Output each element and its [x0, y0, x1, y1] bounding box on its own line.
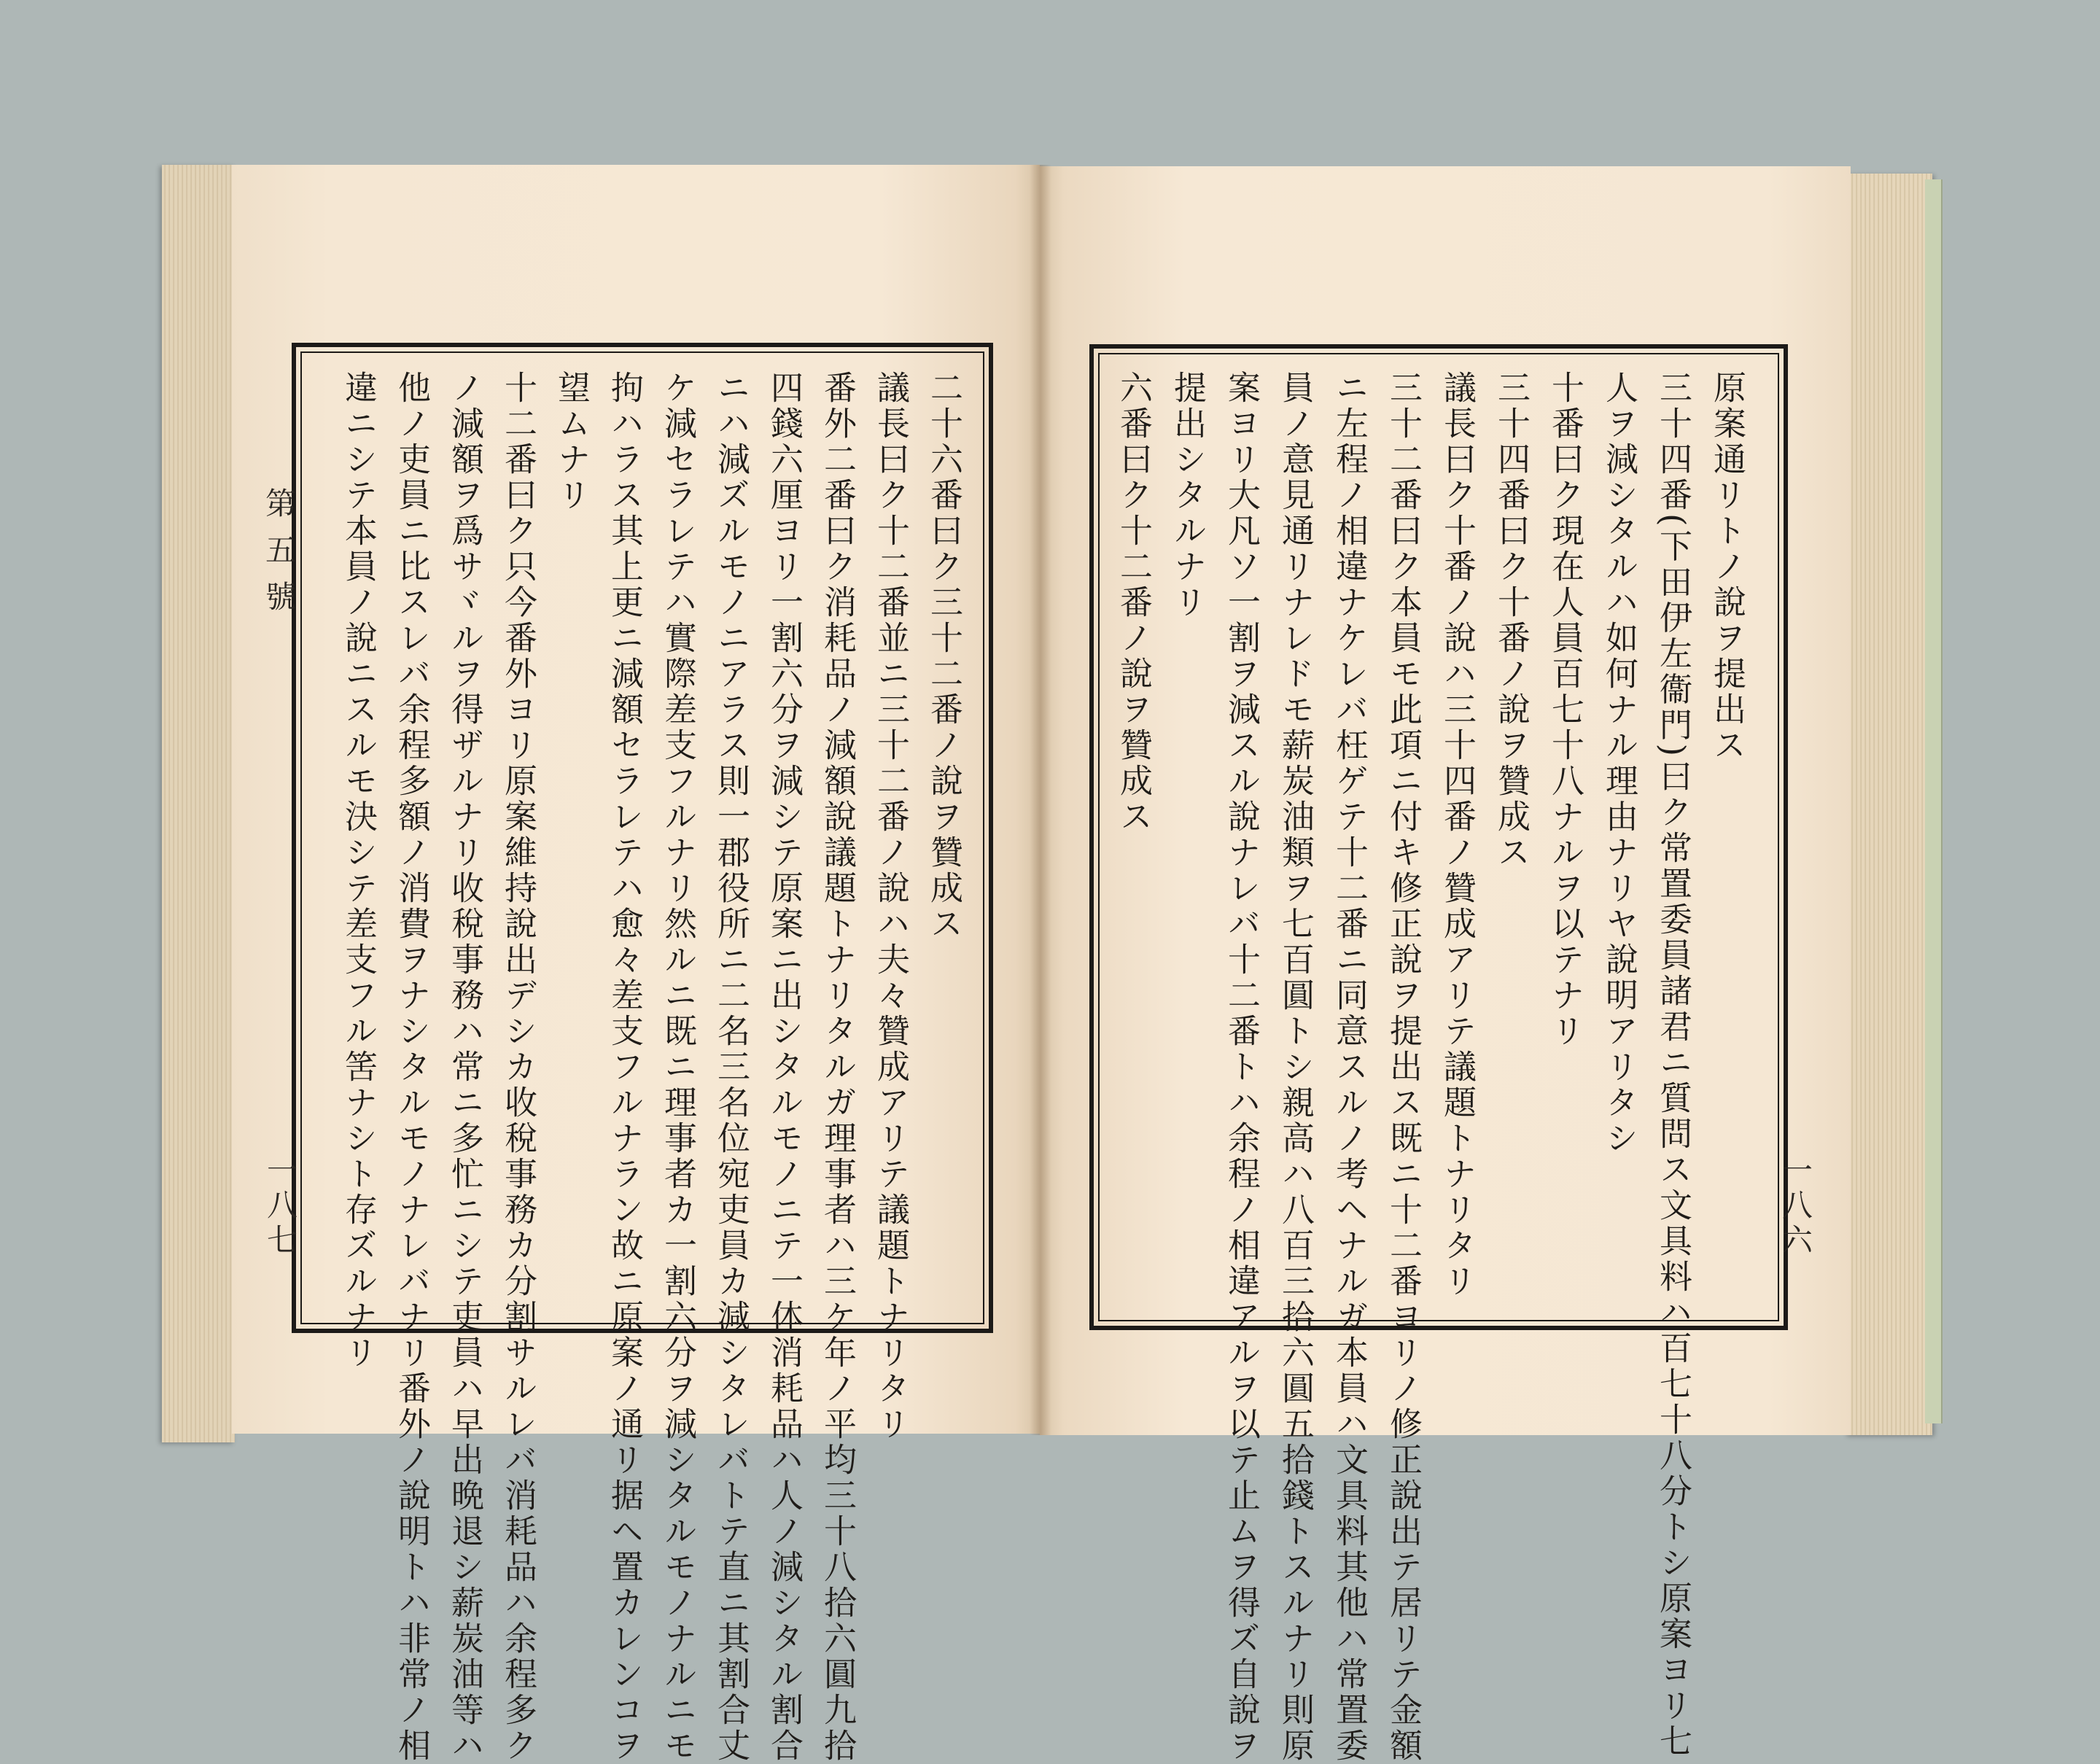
right-page-edges [1845, 174, 1932, 1435]
text-column: 違ニシテ本員ノ說ニスルモ決シテ差支フル筈ナシト存ズルナリ [339, 370, 378, 1371]
text-column: 員ノ意見通リナレドモ薪炭油類ヲ七百圓トシ親高ハ八百三拾六圓五拾錢トスルナリ則原 [1276, 370, 1315, 1764]
text-column: 番外二番曰ク消耗品ノ減額說議題トナリタルガ理事者ハ三ケ年ノ平均三十八拾六圓九拾 [818, 370, 857, 1764]
text-column: 拘ハラス其上更ニ減額セラレテハ愈々差支フルナラン故ニ原案ノ通リ据ヘ置カレンコヲ [605, 370, 644, 1764]
text-column: 三十四番曰ク十番ノ說ヲ贊成ス [1492, 370, 1531, 871]
text-column: ニ左程ノ相違ナケレバ枉ゲテ十二番ニ同意スルノ考ヘナルガ本員ハ文具料其他ハ常置委 [1330, 370, 1369, 1764]
text-column: 提出シタルナリ [1168, 370, 1207, 621]
text-column: 案ヨリ大凡ソ一割ヲ減スル說ナレバ十二番トハ余程ノ相違アルヲ以テ止ムヲ得ズ自說ヲ [1222, 370, 1261, 1764]
text-column: ノ減額ヲ爲サヾルヲ得ザルナリ收稅事務ハ常ニ多忙ニシテ吏員ハ早出晩退シ薪炭油等ハ [446, 370, 484, 1764]
text-column: 人ヲ減シタルハ如何ナル理由ナリヤ說明アリタシ [1600, 370, 1638, 1157]
text-column: 議長曰ク十番ノ說ハ三十四番ノ贊成アリテ議題トナリタリ [1438, 370, 1477, 1299]
text-column: 議長曰ク十二番並ニ三十二番ノ說ハ夫々贊成アリテ議題トナリタリ [871, 370, 910, 1442]
text-column: 十番曰ク現在人員百七十八ナルヲ以テナリ [1546, 370, 1584, 1049]
text-column: 二十六番曰ク三十二番ノ說ヲ贊成ス [925, 370, 963, 942]
text-column: 六番曰ク十二番ノ說ヲ贊成ス [1114, 370, 1153, 835]
right-page-number: 一八六 [1778, 1154, 1813, 1259]
left-page-edges [162, 165, 235, 1442]
text-column: ニハ減ズルモノニアラス則一郡役所ニ二名三名位宛吏員カ減シタレバトテ直ニ其割合丈 [712, 370, 750, 1764]
text-column: 原案通リトノ說ヲ提出ス [1708, 370, 1746, 764]
text-column: ケ減セラレテハ實際差支フルナリ然ルニ既ニ理事者カ一割六分ヲ減シタルモノナルニモ [658, 370, 697, 1764]
text-column: 望ムナリ [552, 370, 591, 513]
book-gutter [1030, 165, 1051, 1435]
left-page-number: 一八七 [262, 1154, 298, 1259]
text-column: 三十四番(下田伊左衞門)曰ク常置委員諸君ニ質問ス文具料ハ百七十八分トシ原案ヨリ七 [1654, 370, 1692, 1760]
text-column: 三十二番曰ク本員モ此項ニ付キ修正說ヲ提出ス既ニ十二番ヨリノ修正說出テ居リテ金額 [1384, 370, 1423, 1764]
text-column: 他ノ吏員ニ比スレバ余程多額ノ消費ヲナシタルモノナレバナリ番外ノ說明トハ非常ノ相 [392, 370, 431, 1764]
text-column: 四錢六厘ヨリ一割六分ヲ減シテ原案ニ出シタルモノニテ一体消耗品ハ人ノ減シタル割合 [765, 370, 804, 1764]
book-cover-edge [1925, 179, 1942, 1423]
text-column: 十二番曰ク只今番外ヨリ原案維持說出デシカ收稅事務カ分割サルレバ消耗品ハ余程多ク [499, 370, 537, 1764]
running-header: 第五號 [261, 487, 297, 627]
